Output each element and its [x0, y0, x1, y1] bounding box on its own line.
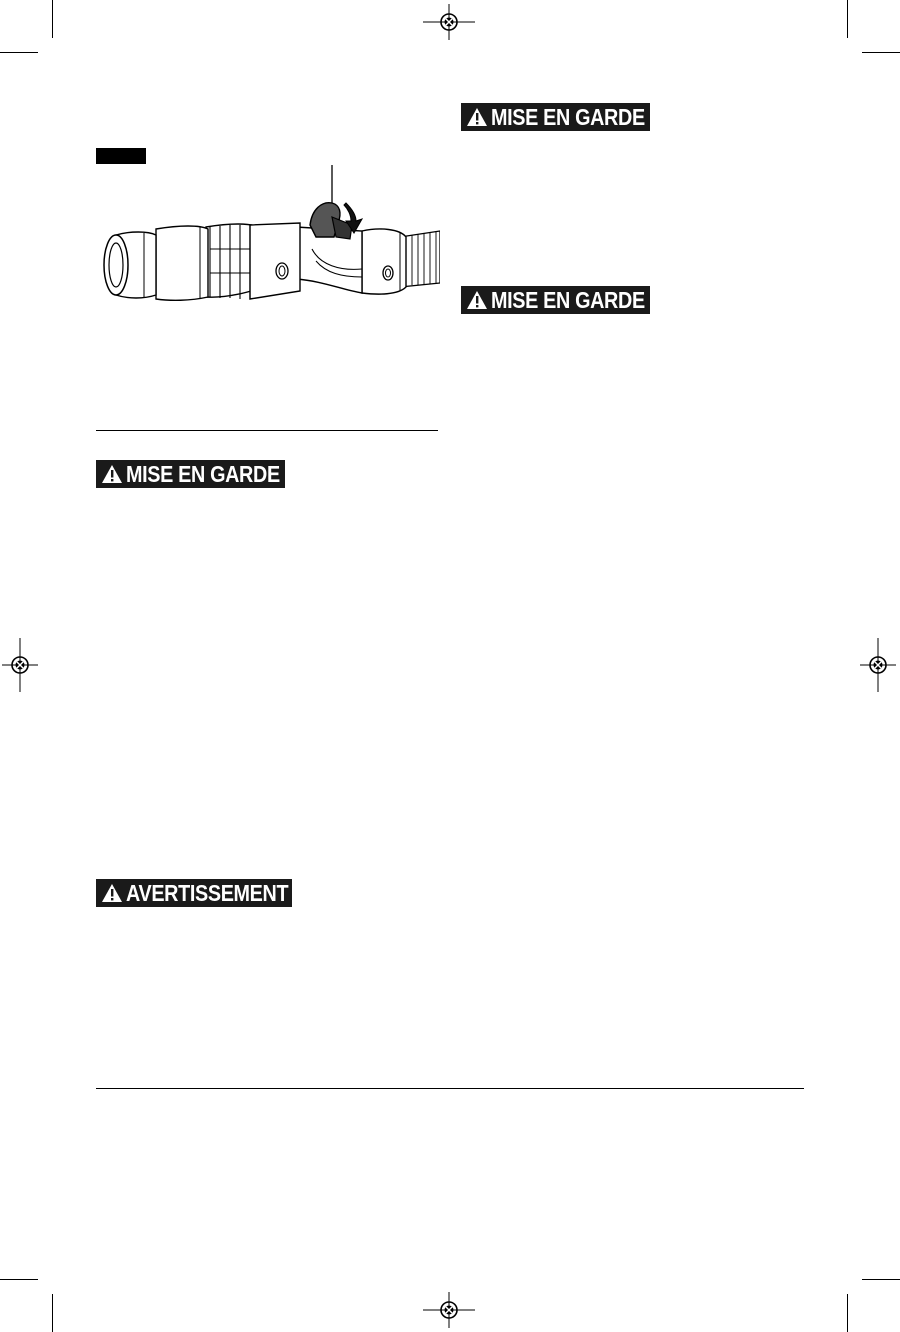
crop-mark: [862, 52, 900, 53]
crop-mark: [52, 1294, 53, 1332]
warning-label-text: MISE EN GARDE: [491, 103, 645, 130]
registration-mark-icon: [2, 638, 38, 692]
registration-mark-icon: [423, 4, 475, 40]
warning-label-caution: [461, 103, 650, 131]
warning-label-text: MISE EN GARDE: [126, 460, 280, 487]
crop-mark: [862, 1279, 900, 1280]
warning-label-caution: [461, 286, 650, 314]
warning-label-caution: [96, 460, 285, 488]
warning-label-text: MISE EN GARDE: [491, 286, 645, 313]
crop-mark: [52, 0, 53, 38]
crop-mark: [0, 1279, 38, 1280]
warning-label-warning: [96, 879, 292, 907]
page-rule: [96, 1088, 804, 1089]
warning-triangle-icon: [466, 290, 488, 310]
warning-triangle-icon: [101, 883, 123, 903]
hose-adapter-illustration: [100, 165, 440, 305]
crop-mark: [847, 1294, 848, 1332]
crop-mark: [847, 0, 848, 38]
crop-mark: [0, 52, 38, 53]
warning-label-text: AVERTISSEMENT: [126, 879, 289, 906]
registration-mark-icon: [860, 638, 896, 692]
column-rule: [96, 430, 438, 431]
figure-label: [96, 148, 146, 164]
registration-mark-icon: [423, 1292, 475, 1328]
warning-triangle-icon: [101, 464, 123, 484]
warning-triangle-icon: [466, 107, 488, 127]
